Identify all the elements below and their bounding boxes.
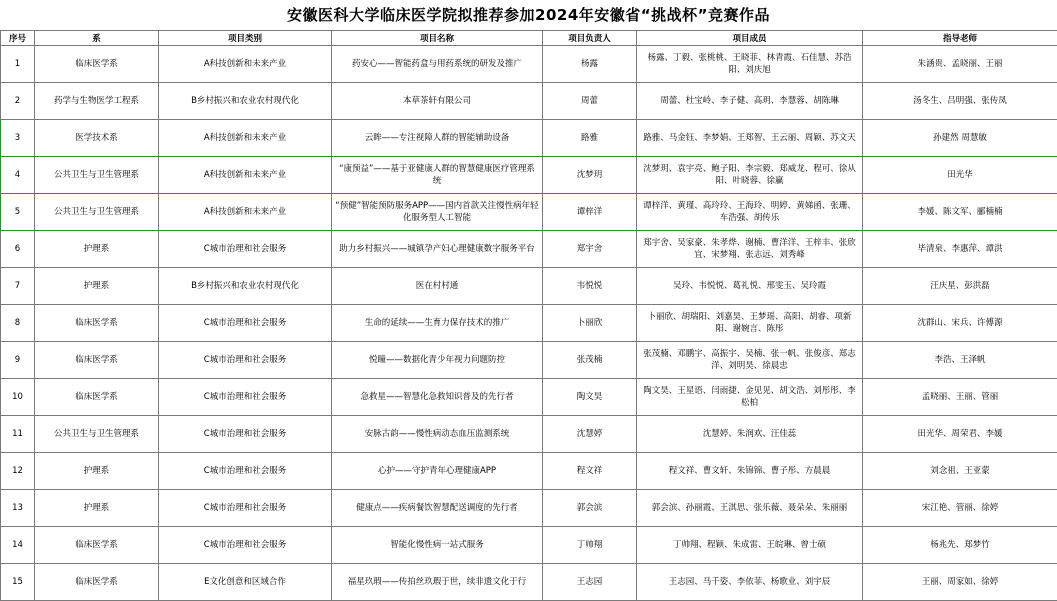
table-row — [1, 342, 1057, 379]
cell-no: 3 — [1, 120, 35, 157]
cell-advisors: 朱涵贵、孟晓丽、王丽 — [863, 46, 1057, 83]
cell-members: 郑宇舍、吴家豪、朱孝烨、谢楠、曹洋洋、王梓丰、张欣宜、宋梦翔、张志远、刘秀峰 — [637, 231, 863, 268]
cell-advisors: 田光华 — [863, 157, 1057, 194]
cell-lead: 丁帅翔 — [543, 527, 637, 564]
cell-category: C城市治理和社会服务 — [159, 453, 332, 490]
cell-project-name: 心护——守护青年心理健康APP — [332, 453, 543, 490]
cell-advisors: 王丽、周家如、徐婷 — [863, 564, 1057, 601]
cell-project-name: 医在村村通 — [332, 268, 543, 305]
table-row — [1, 157, 1057, 194]
cell-lead: 张茂楠 — [543, 342, 637, 379]
cell-no: 5 — [1, 194, 35, 231]
cell-members: 卜丽欣、胡瑞阳、刘嘉昊、王梦瑶、高阳、胡睿、项新阳、谢婉言、陈彤 — [637, 305, 863, 342]
cell-advisors: 汤冬生、吕明强、张传凤 — [863, 83, 1057, 120]
cell-advisors: 刘念祖、王亚蒙 — [863, 453, 1057, 490]
cell-advisors: 毕清泉、李惠萍、谭洪 — [863, 231, 1057, 268]
cell-no: 11 — [1, 416, 35, 453]
cell-members: 丁帅翔、程颖、朱成雷、王皖琳、曾士硕 — [637, 527, 863, 564]
cell-members: 吴玲、韦悦悦、葛礼悦、邢雯玉、吴玲霞 — [637, 268, 863, 305]
cell-dept: 临床医学系 — [35, 527, 159, 564]
cell-category: C城市治理和社会服务 — [159, 305, 332, 342]
table-row — [1, 194, 1057, 231]
cell-advisors: 李媛、陈文军、郦楠楠 — [863, 194, 1057, 231]
cell-category: C城市治理和社会服务 — [159, 379, 332, 416]
cell-no: 12 — [1, 453, 35, 490]
cell-category: B乡村振兴和农业农村现代化 — [159, 268, 332, 305]
cell-project-name: 生命的延续——生育力保存技术的推广 — [332, 305, 543, 342]
cell-lead: 沈梦玥 — [543, 157, 637, 194]
col-header-dept: 系 — [35, 31, 159, 46]
cell-project-name: “康预益”——基于亚健康人群的智慧健康医疗管理系统 — [332, 157, 543, 194]
cell-category: C城市治理和社会服务 — [159, 342, 332, 379]
cell-lead: 路雅 — [543, 120, 637, 157]
cell-advisors: 宋江艳、管丽、徐婷 — [863, 490, 1057, 527]
table-row — [1, 231, 1057, 268]
col-header-category: 项目类别 — [159, 31, 332, 46]
cell-project-name: 安脉古韵——慢性病动态血压监测系统 — [332, 416, 543, 453]
cell-category: C城市治理和社会服务 — [159, 231, 332, 268]
cell-lead: 陶文昊 — [543, 379, 637, 416]
cell-members: 谭梓洋、黄瑾、高玲玲、王海玲、明婷、黄娣函、张珊、车浩强、胡传乐 — [637, 194, 863, 231]
col-header-lead: 项目负责人 — [543, 31, 637, 46]
table-row — [1, 268, 1057, 305]
cell-project-name: “预健”智能预防服务APP——国内首款关注慢性病年轻化服务型人工智能 — [332, 194, 543, 231]
cell-category: A科技创新和未来产业 — [159, 120, 332, 157]
cell-no: 4 — [1, 157, 35, 194]
cell-no: 14 — [1, 527, 35, 564]
cell-no: 9 — [1, 342, 35, 379]
col-header-advisors: 指导老师 — [863, 31, 1057, 46]
col-header-members: 项目成员 — [637, 31, 863, 46]
cell-no: 7 — [1, 268, 35, 305]
cell-lead: 郑宇舍 — [543, 231, 637, 268]
cell-no: 15 — [1, 564, 35, 601]
cell-category: B乡村振兴和农业农村现代化 — [159, 83, 332, 120]
cell-dept: 护理系 — [35, 490, 159, 527]
cell-dept: 护理系 — [35, 268, 159, 305]
table-row — [1, 416, 1057, 453]
cell-project-name: 悦瞳——数据化青少年视力问题防控 — [332, 342, 543, 379]
cell-lead: 王志园 — [543, 564, 637, 601]
cell-project-name: 药安心——智能药盒与用药系统的研发及推广 — [332, 46, 543, 83]
cell-category: E文化创意和区域合作 — [159, 564, 332, 601]
cell-members: 沈梦玥、袁宇亮、鲍子阳、李宗毅、郑威龙、程可、徐从阳、叶晓蓉、徐赢 — [637, 157, 863, 194]
cell-lead: 沈慧婷 — [543, 416, 637, 453]
cell-dept: 公共卫生与卫生管理系 — [35, 157, 159, 194]
page-title: 安徽医科大学临床医学院拟推荐参加2024年安徽省“挑战杯”竞赛作品 — [0, 0, 1057, 30]
cell-dept: 临床医学系 — [35, 379, 159, 416]
cell-dept: 公共卫生与卫生管理系 — [35, 416, 159, 453]
cell-no: 2 — [1, 83, 35, 120]
table-row — [1, 46, 1057, 83]
cell-members: 程文祥、曹文轩、朱锦锦、曹子彤、方晨晨 — [637, 453, 863, 490]
cell-dept: 临床医学系 — [35, 46, 159, 83]
cell-members: 郭会滨、孙丽霞、王淇思、张乐薇、聂朵朵、朱丽丽 — [637, 490, 863, 527]
table-row — [1, 453, 1057, 490]
cell-advisors: 田光华、周荣君、李媛 — [863, 416, 1057, 453]
cell-no: 13 — [1, 490, 35, 527]
cell-lead: 杨露 — [543, 46, 637, 83]
cell-project-name: 急救星——智慧化急救知识普及的先行者 — [332, 379, 543, 416]
cell-members: 路雅、马金钰、李梦娟、王郑智、王云丽、周颖、苏文天 — [637, 120, 863, 157]
cell-advisors: 汪庆星、彭洪磊 — [863, 268, 1057, 305]
cell-no: 1 — [1, 46, 35, 83]
cell-no: 6 — [1, 231, 35, 268]
cell-dept: 医学技术系 — [35, 120, 159, 157]
cell-project-name: 智能化慢性病一站式服务 — [332, 527, 543, 564]
cell-advisors: 孟晓丽、王丽、管丽 — [863, 379, 1057, 416]
cell-lead: 周蕾 — [543, 83, 637, 120]
cell-project-name: 福星玖瑕——传拍丝玖瑕于世，续非遗文化于行 — [332, 564, 543, 601]
cell-members: 王志园、马千姿、李依菲、杨歌业、刘宇辰 — [637, 564, 863, 601]
cell-dept: 临床医学系 — [35, 564, 159, 601]
cell-lead: 韦悦悦 — [543, 268, 637, 305]
cell-lead: 卜丽欣 — [543, 305, 637, 342]
cell-lead: 谭梓洋 — [543, 194, 637, 231]
cell-members: 沈慧婷、朱润欢、汪佳蕊 — [637, 416, 863, 453]
col-header-no: 序号 — [1, 31, 35, 46]
cell-dept: 临床医学系 — [35, 305, 159, 342]
cell-dept: 药学与生物医学工程系 — [35, 83, 159, 120]
table-row — [1, 379, 1057, 416]
cell-advisors: 李浩、王泽帆 — [863, 342, 1057, 379]
cell-category: C城市治理和社会服务 — [159, 490, 332, 527]
cell-dept: 护理系 — [35, 231, 159, 268]
works-table — [0, 30, 1057, 601]
cell-project-name: 本草茶轩有限公司 — [332, 83, 543, 120]
cell-members: 杨露、丁毅、张桃桃、王晓菲、林青霞、石佳慧、苏浩阳、刘庆旭 — [637, 46, 863, 83]
cell-no: 8 — [1, 305, 35, 342]
cell-project-name: 健康点——疾病餐饮智慧配送调度的先行者 — [332, 490, 543, 527]
header-row — [1, 31, 1057, 46]
cell-members: 张茂楠、邓鹏宇、高振宇、吴楠、张一帆、张俊彦、郑志洋、刘明昊、徐晨忠 — [637, 342, 863, 379]
cell-category: A科技创新和未来产业 — [159, 194, 332, 231]
table-row — [1, 527, 1057, 564]
cell-no: 10 — [1, 379, 35, 416]
cell-members: 周蕾、杜宝岭、李子健、高玥、李慧蓉、胡陈琳 — [637, 83, 863, 120]
cell-members: 陶文昊、王星语、闫雨捷、金见见、胡文浩、刘彤彤、李松柏 — [637, 379, 863, 416]
cell-advisors: 杨兆先、郑梦竹 — [863, 527, 1057, 564]
cell-dept: 临床医学系 — [35, 342, 159, 379]
table-body — [1, 46, 1057, 601]
table-row — [1, 120, 1057, 157]
cell-dept: 公共卫生与卫生管理系 — [35, 194, 159, 231]
cell-dept: 护理系 — [35, 453, 159, 490]
table-row — [1, 305, 1057, 342]
cell-advisors: 沈群山、宋兵、许傅源 — [863, 305, 1057, 342]
table-row — [1, 564, 1057, 601]
cell-project-name: 助力乡村振兴——城镇孕产妇心理健康数字服务平台 — [332, 231, 543, 268]
table-row — [1, 490, 1057, 527]
col-header-project: 项目名称 — [332, 31, 543, 46]
cell-category: A科技创新和未来产业 — [159, 46, 332, 83]
cell-category: C城市治理和社会服务 — [159, 527, 332, 564]
cell-category: A科技创新和未来产业 — [159, 157, 332, 194]
cell-advisors: 孙建然 周慧敏 — [863, 120, 1057, 157]
cell-project-name: 云眸——专注视障人群的智能辅助设备 — [332, 120, 543, 157]
table-row — [1, 83, 1057, 120]
cell-lead: 郭会滨 — [543, 490, 637, 527]
cell-category: C城市治理和社会服务 — [159, 416, 332, 453]
cell-lead: 程文祥 — [543, 453, 637, 490]
